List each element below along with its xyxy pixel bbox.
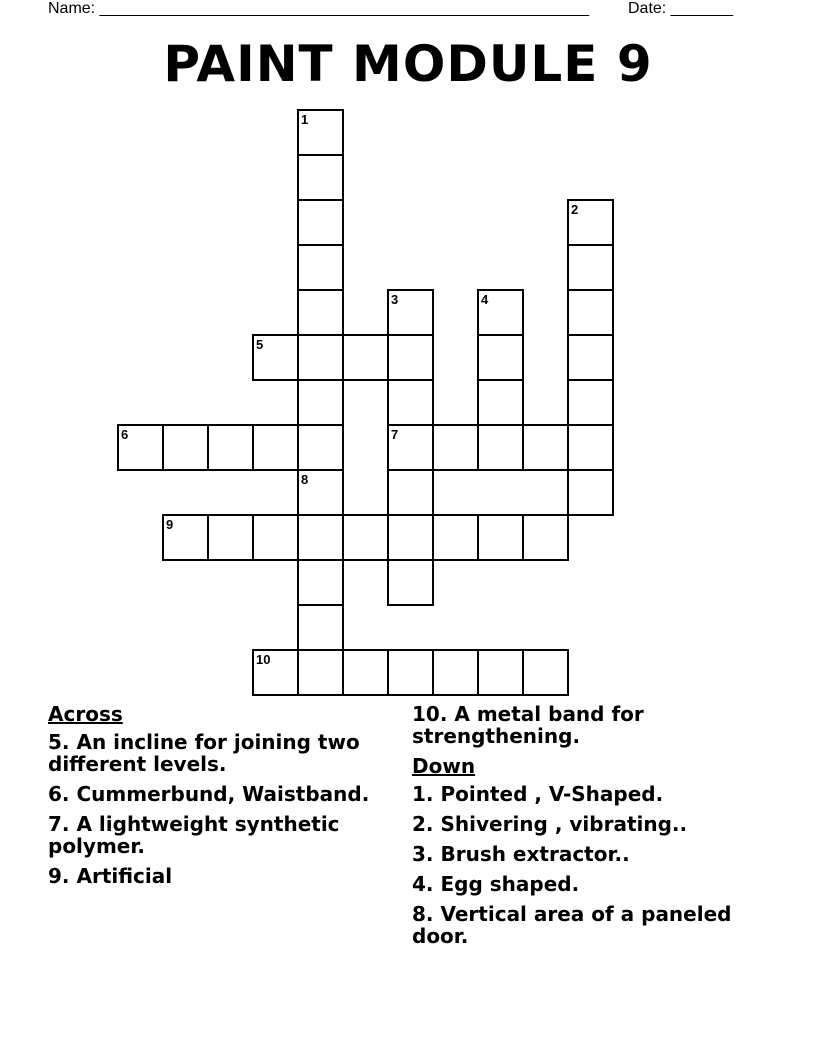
- cell-number: 6: [121, 427, 129, 442]
- clue-number: 7.: [48, 812, 70, 836]
- clue-text: Brush extractor..: [433, 842, 630, 866]
- grid-cell[interactable]: [388, 470, 433, 515]
- clue-number: 2.: [412, 812, 434, 836]
- grid-cell[interactable]: [478, 650, 523, 695]
- clue-down-4: [412, 873, 742, 895]
- grid-cell[interactable]: [343, 650, 388, 695]
- grid-cell[interactable]: [208, 425, 253, 470]
- grid-cell[interactable]: [568, 470, 613, 515]
- grid-cell[interactable]: [208, 515, 253, 560]
- date-field[interactable]: Date: _______: [628, 0, 733, 17]
- clue-number: 4.: [412, 872, 434, 896]
- grid-cell[interactable]: [298, 425, 343, 470]
- grid-cell[interactable]: [298, 110, 343, 155]
- page-title: PAINT MODULE 9: [163, 35, 653, 93]
- cell-number: 10: [256, 652, 271, 667]
- clue-across-7: [48, 813, 388, 857]
- clue-text: Egg shaped.: [433, 872, 580, 896]
- clue-number: 5.: [48, 730, 70, 754]
- clue-number: 3.: [412, 842, 434, 866]
- grid-cell[interactable]: [298, 380, 343, 425]
- grid-cell[interactable]: [523, 425, 568, 470]
- clue-text: Artificial: [69, 864, 173, 888]
- grid-cell[interactable]: [253, 335, 298, 380]
- name-field[interactable]: Name: _______________________________________________________: [48, 0, 589, 17]
- clue-down-2: [412, 813, 742, 835]
- grid-cell[interactable]: [568, 200, 613, 245]
- clue-across-9: [48, 865, 388, 887]
- across-heading: Across: [48, 702, 123, 726]
- clue-across-6: [48, 783, 388, 805]
- clue-across-5: [48, 731, 388, 775]
- grid-cell[interactable]: [568, 245, 613, 290]
- clue-text: Shivering , vibrating..: [433, 812, 688, 836]
- grid-cell[interactable]: [253, 425, 298, 470]
- cell-number: 8: [301, 472, 309, 487]
- grid-cell[interactable]: [523, 650, 568, 695]
- grid-cell[interactable]: [298, 245, 343, 290]
- grid-cell[interactable]: [388, 425, 433, 470]
- grid-cell[interactable]: [478, 515, 523, 560]
- cell-number: 5: [256, 337, 264, 352]
- grid-cell[interactable]: [253, 515, 298, 560]
- cell-number: 9: [166, 517, 174, 532]
- grid-cell[interactable]: [298, 650, 343, 695]
- clue-down-1: [412, 783, 742, 805]
- clue-number: 10.: [412, 702, 448, 726]
- grid-cell[interactable]: [298, 605, 343, 650]
- grid-cell[interactable]: [253, 650, 298, 695]
- clue-number: 1.: [412, 782, 434, 806]
- cell-number: 2: [571, 202, 579, 217]
- grid-cell[interactable]: [478, 380, 523, 425]
- grid-cell[interactable]: [388, 335, 433, 380]
- grid-cell[interactable]: [388, 290, 433, 335]
- across-clues: [48, 703, 388, 895]
- grid-cell[interactable]: [388, 380, 433, 425]
- grid-cell[interactable]: [298, 470, 343, 515]
- grid-cell[interactable]: [298, 560, 343, 605]
- grid-cell[interactable]: [388, 650, 433, 695]
- grid-cell[interactable]: [568, 335, 613, 380]
- grid-cell[interactable]: [433, 650, 478, 695]
- grid-cell[interactable]: [298, 155, 343, 200]
- grid-cell[interactable]: [343, 515, 388, 560]
- clue-text: A metal band for strengthening.: [412, 702, 644, 748]
- grid-cell[interactable]: [298, 200, 343, 245]
- right-clues: [412, 703, 742, 955]
- grid-cell[interactable]: [388, 560, 433, 605]
- clue-text: Vertical area of a paneled door.: [412, 902, 732, 948]
- grid-cell[interactable]: [568, 380, 613, 425]
- clue-number: 6.: [48, 782, 70, 806]
- clue-across-10: [412, 703, 742, 747]
- grid-cell[interactable]: [523, 515, 568, 560]
- cell-number: 1: [301, 112, 309, 127]
- clue-number: 8.: [412, 902, 434, 926]
- grid-cell[interactable]: [298, 515, 343, 560]
- cell-number: 3: [391, 292, 399, 307]
- grid-cell[interactable]: [478, 290, 523, 335]
- clue-text: An incline for joining two different levels.: [48, 730, 360, 776]
- cell-number: 4: [481, 292, 489, 307]
- grid-cell[interactable]: [568, 290, 613, 335]
- grid-cell[interactable]: [433, 515, 478, 560]
- clue-text: Cummerbund, Waistband.: [69, 782, 370, 806]
- grid-cell[interactable]: [118, 425, 163, 470]
- grid-cell[interactable]: [478, 425, 523, 470]
- grid-cell[interactable]: [343, 335, 388, 380]
- clue-text: A lightweight synthetic polymer.: [48, 812, 340, 858]
- clue-text: Pointed , V-Shaped.: [433, 782, 664, 806]
- grid-cell[interactable]: [433, 425, 478, 470]
- clue-down-3: [412, 843, 742, 865]
- header: [48, 0, 748, 20]
- grid-cell[interactable]: [163, 425, 208, 470]
- clue-number: 9.: [48, 864, 70, 888]
- down-heading: Down: [412, 754, 476, 778]
- clue-down-8: [412, 903, 742, 947]
- grid-cell[interactable]: [568, 425, 613, 470]
- grid-cell[interactable]: [298, 335, 343, 380]
- grid-cell[interactable]: [478, 335, 523, 380]
- grid-cell[interactable]: [298, 290, 343, 335]
- grid-cell[interactable]: [163, 515, 208, 560]
- cell-number: 7: [391, 427, 399, 442]
- grid-cell[interactable]: [388, 515, 433, 560]
